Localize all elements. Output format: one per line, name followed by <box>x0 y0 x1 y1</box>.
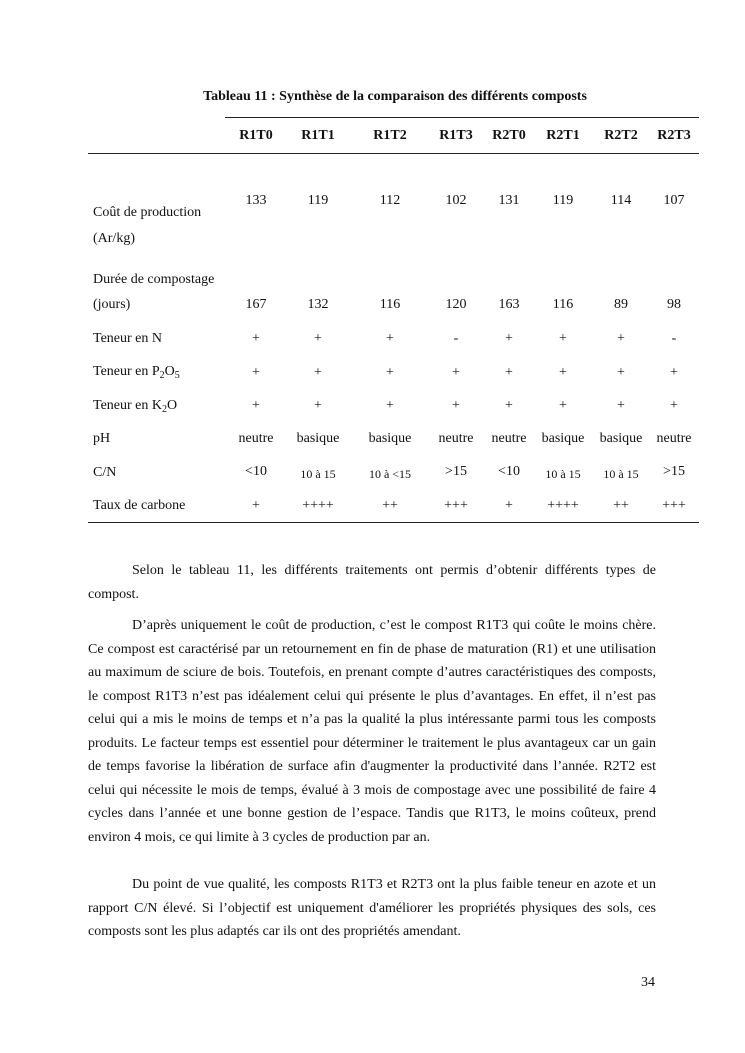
row-label-line: Durée de compostage <box>93 272 215 287</box>
table-cell: 10 à 15 <box>545 467 581 481</box>
paragraph-text: Selon le tableau 11, les différents traitements ont permis d’obtenir différents types de compost. <box>88 563 656 602</box>
row-label-line: (jours) <box>93 297 131 312</box>
table-cell: basique <box>541 431 585 446</box>
table-cell: ++++ <box>302 498 334 513</box>
table-cell: + <box>505 331 513 346</box>
table-cell: 131 <box>498 193 520 208</box>
table-cell: - <box>453 331 459 346</box>
table-cell: >15 <box>445 464 467 479</box>
table-cell: neutre <box>491 431 527 446</box>
table-cell: ++++ <box>547 498 579 513</box>
table-cell: >15 <box>663 464 685 479</box>
table-cell: + <box>559 398 567 413</box>
table-cell: + <box>252 398 260 413</box>
table-cell: 10 à 15 <box>603 467 639 481</box>
table-cell: + <box>252 331 260 346</box>
table-cell: 133 <box>245 193 267 208</box>
column-header: R2T0 <box>492 128 526 143</box>
table-cell: 89 <box>614 297 628 312</box>
column-header: R1T2 <box>373 128 407 143</box>
column-header: R1T0 <box>239 128 273 143</box>
table-cell: + <box>559 331 567 346</box>
table-cell: + <box>386 331 394 346</box>
table-cell: basique <box>368 431 412 446</box>
table-cell: + <box>617 398 625 413</box>
table-cell: + <box>559 365 567 380</box>
table-cell: basique <box>599 431 643 446</box>
table-caption: Tableau 11 : Synthèse de la comparaison des différents composts <box>203 89 587 104</box>
table-cell: + <box>314 331 322 346</box>
column-header: R2T2 <box>604 128 638 143</box>
row-label-line: Coût de production <box>93 205 202 220</box>
table-cell: + <box>617 365 625 380</box>
table-cell: 167 <box>245 297 267 312</box>
row-label-subscript: 2 <box>162 404 167 415</box>
table-cell: + <box>505 498 513 513</box>
table-cell: + <box>252 498 260 513</box>
table-cell: - <box>671 331 677 346</box>
table-cell: 119 <box>552 193 574 208</box>
table-cell: 116 <box>552 297 574 312</box>
row-label <box>93 364 180 380</box>
table-cell: + <box>670 365 678 380</box>
row-label-text: O <box>164 364 175 379</box>
table-cell: 120 <box>445 297 467 312</box>
table-cell: + <box>386 365 394 380</box>
table-cell: basique <box>296 431 340 446</box>
table-cell: 98 <box>667 297 681 312</box>
table-cell: 112 <box>379 193 401 208</box>
row-label: Teneur en N <box>93 331 162 346</box>
table-cell: +++ <box>444 498 468 513</box>
row-label: C/N <box>93 465 117 480</box>
column-header: R2T1 <box>546 128 580 143</box>
table-cell: 119 <box>307 193 329 208</box>
table-cell: + <box>386 398 394 413</box>
table-cell: + <box>617 331 625 346</box>
row-label: Taux de carbone <box>93 498 186 513</box>
column-header: R1T3 <box>439 128 473 143</box>
row-label: pH <box>93 431 111 446</box>
table-cell: ++ <box>382 498 398 513</box>
table-cell: 114 <box>610 193 632 208</box>
body-paragraph <box>88 614 656 849</box>
table-cell: 107 <box>663 193 685 208</box>
table-cell: + <box>505 398 513 413</box>
column-header: R2T3 <box>657 128 691 143</box>
row-label-subscript: 5 <box>174 370 180 381</box>
paragraph-text: Du point de vue qualité, les composts R1T3 et R2T3 ont la plus faible teneur en azote et un rapport C/N élevé. Si l’objectif est uniquement d'améliorer les propriétés physiques des sols, ces composts sont les plus adaptés car ils ont des propriétés amendant. <box>88 877 656 939</box>
table-header-rule <box>88 153 699 154</box>
table-cell: +++ <box>662 498 686 513</box>
table-cell: 163 <box>498 297 520 312</box>
paragraph-text: D’après uniquement le coût de production, c’est le compost R1T3 qui coûte le moins chère. Ce compost est caractérisé par un retournement en fin de phase de maturation (R1) et une utilisation au maximum de sciure de bois. Toutefois, en prenant compte d’autres caractéristiques des composts, le compost R1T3 n’est pas idéalement celui qui présente le plus d’avantages. En effet, il n’est pas celui qui a mis le moins de temps et n’a pas la qualité la plus intéressante parmi tous les composts produits. Le facteur temps est essentiel pour déterminer le traitement le plus avantageux car un gain de temps favorise la libération de surface afin d'augmenter la productivité dans l’année. R2T2 est celui qui nécessite le mois de temps, évalué à 3 mois de compostage avec une possibilité de faire 4 cycles dans l’année et une bonne gestion de l’espace. Tandis que R1T3, le moins coûteux, prend environ 4 mois, ce qui limite à 3 cycles de production par an. <box>88 618 656 845</box>
table-cell: + <box>452 398 460 413</box>
table-cell: + <box>314 365 322 380</box>
table-cell: neutre <box>238 431 274 446</box>
table-bottom-rule <box>88 522 699 523</box>
table-cell: + <box>252 365 260 380</box>
body-paragraph <box>88 873 656 944</box>
table-cell: 116 <box>379 297 401 312</box>
table-cell: <10 <box>245 464 267 479</box>
table-cell: 10 à <15 <box>368 467 412 481</box>
row-label-text: Teneur en P <box>93 364 160 379</box>
table-cell: neutre <box>438 431 474 446</box>
table-top-rule <box>225 117 699 118</box>
table-cell: 10 à 15 <box>300 467 336 481</box>
column-header: R1T1 <box>301 128 335 143</box>
page-number: 34 <box>641 975 655 990</box>
table-cell: 102 <box>445 193 467 208</box>
table-cell: 132 <box>307 297 329 312</box>
body-paragraph <box>88 559 656 606</box>
row-label-subscript: 2 <box>159 370 165 381</box>
table-cell: + <box>452 365 460 380</box>
row-label-text: O <box>167 398 178 413</box>
table-cell: neutre <box>656 431 692 446</box>
row-label-text: Teneur en K <box>93 398 162 413</box>
table-cell: + <box>670 398 678 413</box>
table-cell: + <box>505 365 513 380</box>
table-cell: ++ <box>613 498 629 513</box>
table-cell: + <box>314 398 322 413</box>
row-label <box>93 398 177 414</box>
table-cell: <10 <box>498 464 520 479</box>
row-label-line: (Ar/kg) <box>93 231 135 246</box>
